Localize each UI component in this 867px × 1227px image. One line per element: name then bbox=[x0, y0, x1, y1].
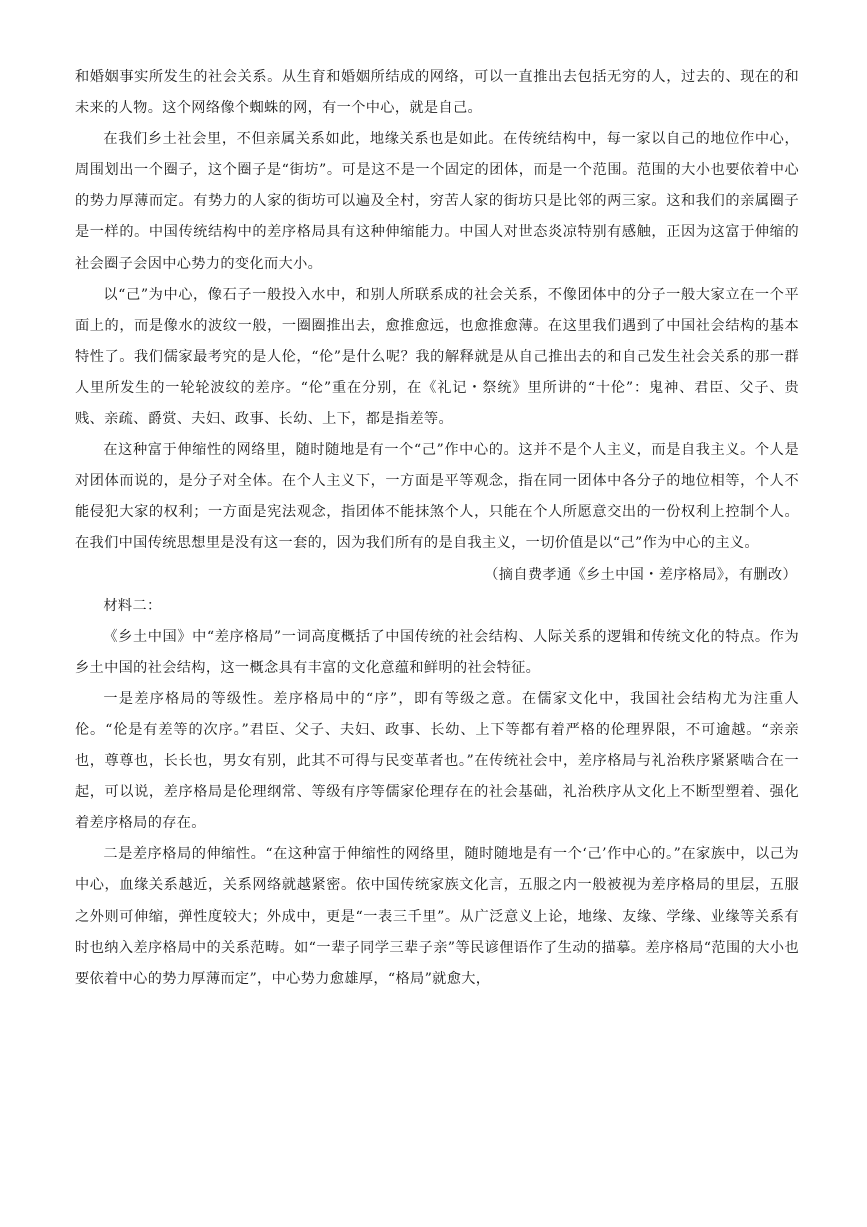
material-two-label: 材料二： bbox=[103, 597, 162, 614]
source-citation: （摘自费孝通《乡土中国・差序格局》，有删改） bbox=[484, 566, 797, 583]
material-two-paragraph-2: 一是差序格局的等级性。差序格局中的“序”，即有等级之意。在儒家文化中，我国社会结构尤为注重人伦。“伦是有差等的次序。”君臣、父子、夫妇、政事、长幼、上下等都有着严格的伦理界限，不可逾越。“亲亲也，尊尊也，长长也，男女有别，此其不可得与民变革者也。”在传统社会中，差序格局与礼治秩序紧紧啮合在一起，可以说，差序格局是伦理纲常、等级有序等儒家伦理存在的社会基础，礼治秩序从文化上不断型塑着、强化着差序格局的存在。 bbox=[75, 690, 799, 832]
paragraph-2: 在我们乡土社会里，不但亲属关系如此，地缘关系也是如此。在传统结构中，每一家以自己的地位作中心，周围划出一个圈子，这个圈子是“街坊”。可是这不是一个固定的团体，而是一个范围。范围的大小也要依着中心的势力厚薄而定。有势力的人家的街坊可以遍及全村，穷苦人家的街坊只是比邻的两三家。这和我们的亲属圈子是一样的。中国传统结构中的差序格局具有这种伸缩能力。中国人对世态炎凉特别有感触，正因为这富于伸缩的社会圈子会因中心势力的变化而大小。 bbox=[75, 131, 799, 272]
document-page bbox=[75, 62, 799, 995]
paragraph-4: 在这种富于伸缩性的网络里，随时随地是有一个“己”作中心的。这并不是个人主义，而是自我主义。个人是对团体而说的，是分子对全体。在个人主义下，一方面是平等观念，指在同一团体中各分子的地位相等，个人不能侵犯大家的权利；一方面是宪法观念，指团体不能抹煞个人，只能在个人所愿意交出的一份权利上控制个人。在我们中国传统思想里是没有这一套的，因为我们所有的是自我主义，一切价值是以“己”作为中心的主义。 bbox=[75, 442, 799, 552]
material-two-paragraph-3: 二是差序格局的伸缩性。“在这种富于伸缩性的网络里，随时随地是有一个‘己’作中心的。”在家族中，以己为中心，血缘关系越近，关系网络就越紧密。依中国传统家族文化言，五服之内一般被视为差序格局的里层，五服之外则可伸缩，弹性度较大；外成中，更是“一表三千里”。从广泛意义上论，地缘、友缘、学缘、业缘等关系有时也纳入差序格局中的关系范畴。如“一辈子同学三辈子亲”等民谚俚语作了生动的描摹。差序格局“范围的大小也要依着中心的势力厚薄而定”，中心势力愈雄厚，“格局”就愈大， bbox=[75, 846, 799, 987]
material-two-paragraph-1: 《乡土中国》中“差序格局”一词高度概括了中国传统的社会结构、人际关系的逻辑和传统文化的特点。作为乡土中国的社会结构，这一概念具有丰富的文化意蕴和鲜明的社会特征。 bbox=[75, 628, 799, 676]
paragraph-1: 和婚姻事实所发生的社会关系。从生育和婚姻所结成的网络，可以一直推出去包括无穷的人，过去的、现在的和未来的人物。这个网络像个蜘蛛的网，有一个中心，就是自己。 bbox=[75, 69, 799, 117]
paragraph-3: 以“己”为中心，像石子一般投入水中，和别人所联系成的社会关系，不像团体中的分子一般大家立在一个平面上的，而是像水的波纹一般，一圈圈推出去，愈推愈远，也愈推愈薄。在这里我们遇到了中国社会结构的基本特性了。我们儒家最考究的是人伦，“伦”是什么呢？我的解释就是从自己推出去的和自己发生社会关系的那一群人里所发生的一轮轮波纹的差序。“伦”重在分别，在《礼记・祭统》里所讲的“十伦”：鬼神、君臣、父子、贵贱、亲疏、爵赏、夫妇、政事、长幼、上下，都是指差等。 bbox=[75, 286, 799, 428]
